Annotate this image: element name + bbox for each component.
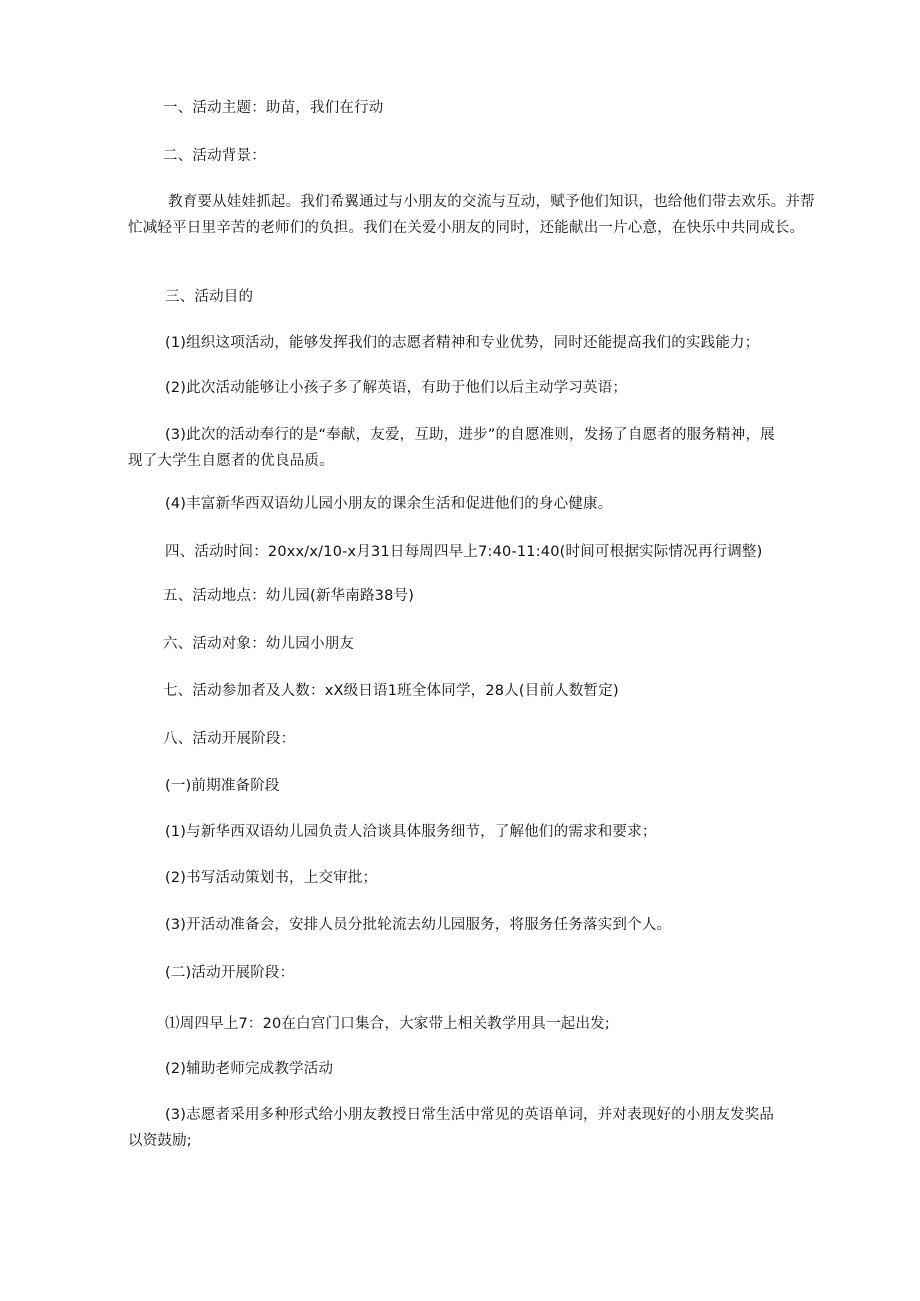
stage2-item-1: ⑴周四早上7：20在白宫门口集合，大家带上相关教学用具一起出发; (165, 1016, 610, 1032)
purpose-item-1: (1)组织这项活动，能够发挥我们的志愿者精神和专业优势，同时还能提高我们的实践能力； (165, 335, 760, 351)
section-purpose-heading: 三、活动目的 (165, 289, 254, 305)
section-time: 四、活动时间：20xx/x/10-x月31日每周四早上7:40-11:40(时间可根据实际情况再行调整) (165, 544, 763, 560)
purpose-item-3: (3)此次的活动奉行的是“奉献，友爱，互助，进步”的自愿准则，发扬了自愿者的服务精神，展现了大学生自愿者的优良品质。 (128, 427, 775, 469)
stage1-item-3: (3)开活动准备会，安排人员分批轮流去幼儿园服务，将服务任务落实到个人。 (165, 917, 672, 933)
section-target: 六、活动对象：幼儿园小朋友 (163, 636, 355, 652)
stage1-item-1: (1)与新华西双语幼儿园负责人洽谈具体服务细节，了解他们的需求和要求； (165, 824, 657, 840)
purpose-item-4: (4)丰富新华西双语幼儿园小朋友的课余生活和促进他们的身心健康。 (165, 496, 613, 512)
stage2-item-3: (3)志愿者采用多种形式给小朋友教授日常生活中常见的英语单词，并对表现好的小朋友发奖品以资鼓励; (128, 1107, 775, 1149)
section-stages-heading: 八、活动开展阶段： (163, 731, 296, 747)
section-participants: 七、活动参加者及人数：xX级日语1班全体同学，28人(目前人数暂定) (163, 683, 619, 699)
stage1-heading: (一)前期准备阶段 (165, 778, 280, 794)
section-background-heading: 二、活动背景： (163, 148, 266, 164)
stage1-item-2: (2)书写活动策划书，上交审批； (165, 870, 378, 886)
stage2-heading: (二)活动开展阶段： (165, 965, 295, 981)
section-location: 五、活动地点：幼儿园(新华南路38号) (163, 588, 415, 604)
section-theme: 一、活动主题：助苗，我们在行动 (163, 100, 384, 116)
section-background-text: 教育要从娃娃抓起。我们希翼通过与小朋友的交流与互动，赋予他们知识，也给他们带去欢乐。并帮忙减轻平日里辛苦的老师们的负担。我们在关爱小朋友的同时，还能献出一片心意，在快乐中共同成长。 (128, 194, 815, 236)
stage2-item-2: (2)辅助老师完成教学活动 (165, 1061, 334, 1077)
purpose-item-2: (2)此次活动能够让小孩子多了解英语，有助于他们以后主动学习英语； (165, 380, 628, 396)
